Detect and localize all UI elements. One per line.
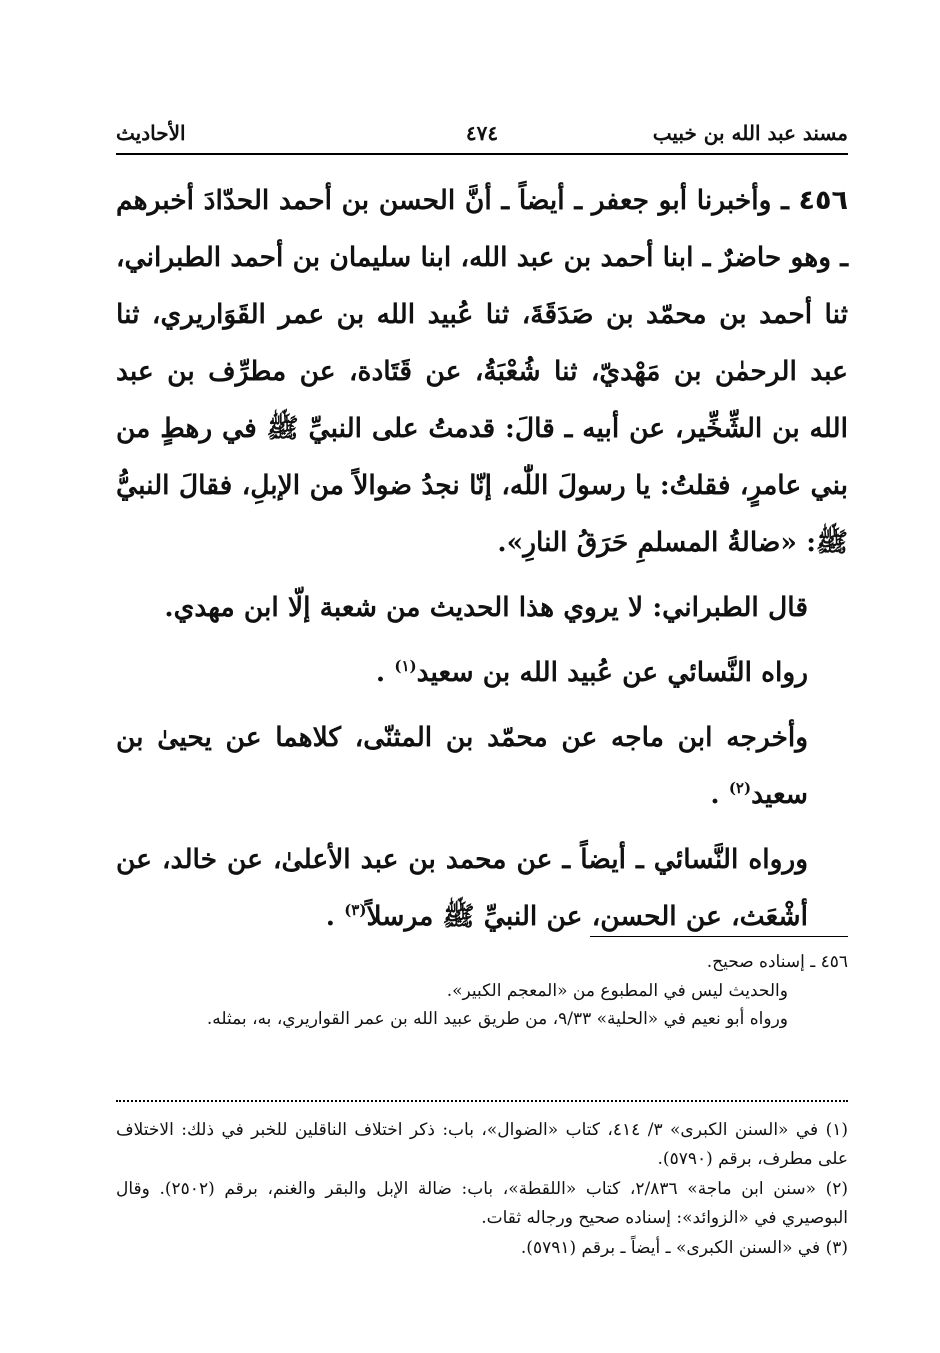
hadith-line: في رهطٍ من بني عامرٍ، فقلتُ: يا رسولَ اللّٰه، إنّا نجدُ ضوالاً من xyxy=(116,413,848,501)
hadith-line: ـ وأخبرنا أبو جعفر ـ أيضاً ـ أنَّ الحسن بن أحمد الحدّادَ xyxy=(203,185,789,216)
majah-text-cont: سعيد xyxy=(751,779,808,810)
footnote-ref-2: (٢) xyxy=(728,779,752,798)
header-divider xyxy=(116,153,848,155)
footnote-ref-3: (٣) xyxy=(344,901,367,920)
nasai-mursal-text-cont: عن أشْعَث، عن الحسن، عن النبيِّ ﷺ مرسلاً xyxy=(116,844,808,932)
footnotes-divider xyxy=(116,1100,848,1102)
notes-divider xyxy=(590,936,848,937)
footnote-1 xyxy=(116,1116,848,1173)
note-text: ورواه أبو نعيم في «الحلية» ٩/٣٣، من طريق عبيد الله بن عمر القواريري، به، xyxy=(252,1009,788,1029)
majah-paragraph xyxy=(116,709,848,823)
hadith-paragraph xyxy=(116,172,848,571)
section-title: الأحاديث xyxy=(116,121,186,145)
footnote-2 xyxy=(116,1175,848,1232)
majah-text: وأخرجه ابن ماجه عن محمّد بن المثنّى، كلاهما عن يحيىٰ بن xyxy=(116,722,808,753)
hadith-line: مطرِّف بن عبد الله بن الشِّخِّير، عن أبيه ـ قالَ: قدمتُ على النبيِّ ﷺ xyxy=(116,356,848,444)
note-line: ٤٥٦ ـ إسناده صحيح. xyxy=(706,952,848,972)
nasai-paragraph xyxy=(116,644,848,701)
hadith-line: أخبرهم ـ وهو حاضرٌ ـ ابنا أحمد بن عبد الله، ابنا سليمان بن أحمد xyxy=(116,185,848,273)
main-text xyxy=(116,172,848,945)
footnote-text-cont: ذلك: الاختلاف على مطرف، برقم (٥٧٩٠). xyxy=(116,1120,848,1169)
note-text-cont: بمثله. xyxy=(206,1009,247,1029)
period: . xyxy=(375,657,386,688)
running-header xyxy=(116,118,848,150)
footnote-text-cont: (٢٥٠٢). وقال البوصيري في «الزوائد»: إسناده صحيح ورجاله ثقات. xyxy=(116,1179,848,1228)
footnote-text: (٢) «سنن ابن ماجة» ٢/٨٣٦، كتاب «اللقطة»، باب: ضالة الإبل والبقر والغنم، برقم xyxy=(224,1179,849,1199)
footnote-text: (١) في «السنن الكبرى» ٣/ ٤١٤، كتاب «الضوال»، باب: ذكر اختلاف الناقلين للخبر في xyxy=(221,1120,848,1140)
hadith-number: ٤٥٦ xyxy=(798,185,848,216)
editor-notes xyxy=(116,948,848,1034)
footnote-ref-1: (١) xyxy=(394,657,417,676)
page-number: ٤٧٤ xyxy=(465,121,499,145)
hadith-line: الإبلِ، فقالَ النبيُّ ﷺ: «ضالةُ المسلمِ حَرَقُ النارِ». xyxy=(116,470,848,558)
period: . xyxy=(710,779,720,810)
nasai-mursal-text: ورواه النَّسائي ـ أيضاً ـ عن محمد بن عبد الأعلىٰ، عن خالد، xyxy=(162,844,808,875)
tabarani-paragraph: قال الطبراني: لا يروي هذا الحديث من شعبة إلّا ابن مهدي. xyxy=(164,592,808,623)
footnote-3: (٣) في «السنن الكبرى» ـ أيضاً ـ برقم (٥٧٩١). xyxy=(520,1238,848,1258)
period: . xyxy=(325,901,335,932)
footnotes xyxy=(116,1116,848,1263)
book-title: مسند عبد الله بن خبيب xyxy=(652,121,848,145)
note-line: والحديث ليس في المطبوع من «المعجم الكبير». xyxy=(446,980,788,1001)
note-line xyxy=(116,1005,848,1034)
nasai-mursal-paragraph xyxy=(116,831,848,945)
hadith-line: القَوَاريري، ثنا عبد الرحمٰن بن مَهْديّ، ثنا شُعْبَةُ، عن قَتَادة، عن xyxy=(116,299,848,387)
nasai-text: رواه النَّسائي عن عُبيد الله بن سعيد xyxy=(416,657,808,688)
hadith-line: الطبراني، ثنا أحمد بن محمّد بن صَدَقَةَ، ثنا عُبيد الله بن عمر xyxy=(116,242,848,330)
